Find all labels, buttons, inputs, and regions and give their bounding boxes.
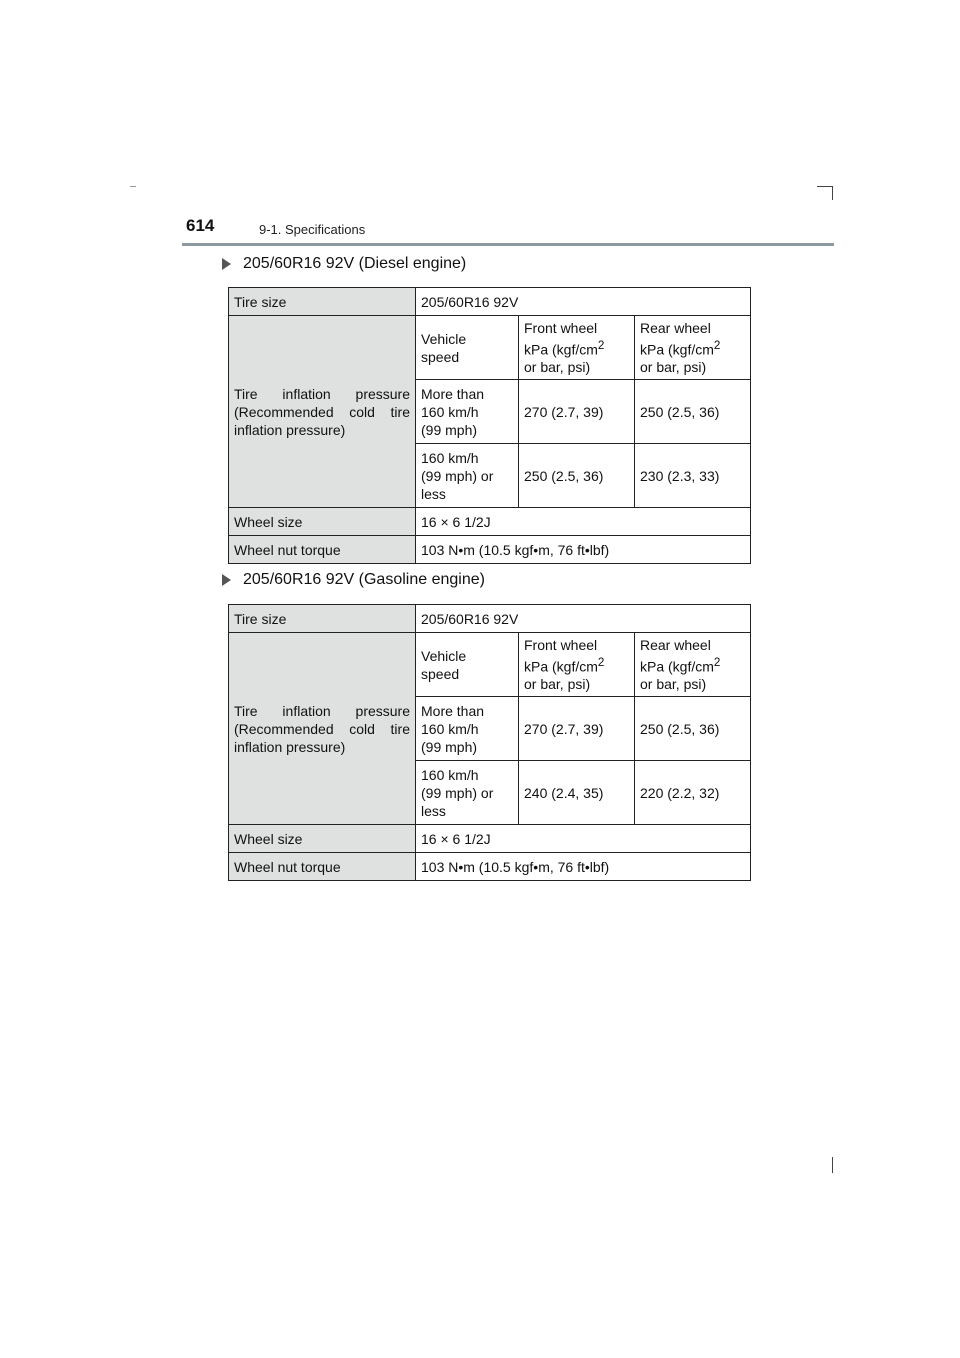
col-rear-line: Rear wheel: [640, 319, 711, 336]
col-rear-wheel: [635, 316, 751, 380]
speed-line: (99 mph) or: [421, 784, 494, 801]
tire-size-value: 205/60R16 92V: [416, 605, 751, 633]
crop-mark: [817, 186, 833, 187]
speed-line: 160 km/h: [421, 766, 479, 783]
speed-cell: [416, 444, 519, 508]
col-rear-line: kPa (kgf/cm: [640, 341, 714, 358]
wheel-size-label: Wheel size: [229, 825, 416, 853]
rear-pressure-cell: 220 (2.2, 32): [635, 761, 751, 825]
speed-line: 160 km/h: [421, 403, 479, 420]
tire-size-label: Tire size: [229, 605, 416, 633]
crop-mark: [832, 186, 833, 200]
page-number: 614: [186, 216, 215, 235]
speed-cell: [416, 761, 519, 825]
nut-torque-label: Wheel nut torque: [229, 853, 416, 881]
arrow-right-icon: [222, 258, 231, 270]
col-front-line: Front wheel: [524, 319, 598, 336]
header-divider: [182, 243, 834, 246]
wheel-size-value: 16 × 6 1/2J: [416, 825, 751, 853]
col-front-wheel: [519, 316, 635, 380]
col-front-line: or bar, psi): [524, 676, 591, 693]
diesel-spec-table: [228, 287, 751, 564]
speed-line: More than: [421, 385, 485, 402]
pressure-label-line: Tire inflation pressure: [234, 702, 410, 719]
front-pressure-cell: 250 (2.5, 36): [519, 444, 635, 508]
rear-pressure-cell: 250 (2.5, 36): [635, 380, 751, 444]
col-rear-wheel: [635, 633, 751, 697]
table-row: [229, 633, 751, 697]
speed-line: (99 mph): [421, 421, 478, 438]
speed-cell: [416, 380, 519, 444]
speed-line: (99 mph): [421, 738, 478, 755]
speed-line: less: [421, 802, 446, 819]
table-row: [229, 853, 751, 881]
superscript: 2: [597, 655, 605, 669]
speed-line: 160 km/h: [421, 449, 479, 466]
col-speed-line: speed: [421, 348, 460, 365]
col-vehicle-speed: [416, 633, 519, 697]
gasoline-heading: [222, 571, 485, 589]
diesel-heading-text: 205/60R16 92V (Diesel engine): [243, 255, 467, 272]
col-front-line: Front wheel: [524, 636, 598, 653]
pressure-label-line: Tire inflation pressure: [234, 385, 410, 402]
gasoline-heading-text: 205/60R16 92V (Gasoline engine): [243, 571, 485, 588]
col-speed-line: speed: [421, 665, 460, 682]
speed-line: less: [421, 485, 446, 502]
rear-pressure-cell: 250 (2.5, 36): [635, 697, 751, 761]
col-front-line: or bar, psi): [524, 359, 591, 376]
nut-torque-value: 103 N•m (10.5 kgf•m, 76 ft•lbf): [416, 536, 751, 564]
col-speed-line: Vehicle: [421, 647, 467, 664]
table-row: [229, 288, 751, 316]
col-front-line: kPa (kgf/cm: [524, 341, 598, 358]
inflation-pressure-label: [229, 316, 416, 508]
front-pressure-cell: 270 (2.7, 39): [519, 697, 635, 761]
superscript: 2: [713, 655, 721, 669]
arrow-right-icon: [222, 574, 231, 586]
table-row: [229, 605, 751, 633]
col-front-wheel: [519, 633, 635, 697]
front-pressure-cell: 240 (2.4, 35): [519, 761, 635, 825]
wheel-size-value: 16 × 6 1/2J: [416, 508, 751, 536]
section-title: 9-1. Specifications: [259, 222, 366, 237]
tire-size-value: 205/60R16 92V: [416, 288, 751, 316]
col-rear-line: or bar, psi): [640, 676, 707, 693]
gasoline-spec-table: [228, 604, 751, 881]
col-rear-line: Rear wheel: [640, 636, 711, 653]
table-row: [229, 508, 751, 536]
pressure-label-line: (Recommended cold tire: [234, 403, 410, 420]
nut-torque-label: Wheel nut torque: [229, 536, 416, 564]
col-rear-line: kPa (kgf/cm: [640, 658, 714, 675]
pressure-label-line: inflation pressure): [234, 738, 346, 755]
pressure-label-line: inflation pressure): [234, 421, 346, 438]
col-vehicle-speed: [416, 316, 519, 380]
col-speed-line: Vehicle: [421, 330, 467, 347]
superscript: 2: [713, 338, 721, 352]
tire-size-label: Tire size: [229, 288, 416, 316]
speed-cell: [416, 697, 519, 761]
speed-line: (99 mph) or: [421, 467, 494, 484]
table-row: [229, 316, 751, 380]
col-front-line: kPa (kgf/cm: [524, 658, 598, 675]
nut-torque-value: 103 N•m (10.5 kgf•m, 76 ft•lbf): [416, 853, 751, 881]
margin-mark: [832, 1157, 833, 1173]
speed-line: 160 km/h: [421, 720, 479, 737]
diesel-heading: [222, 255, 466, 273]
crop-mark: [130, 186, 136, 187]
table-row: [229, 536, 751, 564]
col-rear-line: or bar, psi): [640, 359, 707, 376]
wheel-size-label: Wheel size: [229, 508, 416, 536]
front-pressure-cell: 270 (2.7, 39): [519, 380, 635, 444]
pressure-label-line: (Recommended cold tire: [234, 720, 410, 737]
superscript: 2: [597, 338, 605, 352]
inflation-pressure-label: [229, 633, 416, 825]
speed-line: More than: [421, 702, 485, 719]
table-row: [229, 825, 751, 853]
rear-pressure-cell: 230 (2.3, 33): [635, 444, 751, 508]
